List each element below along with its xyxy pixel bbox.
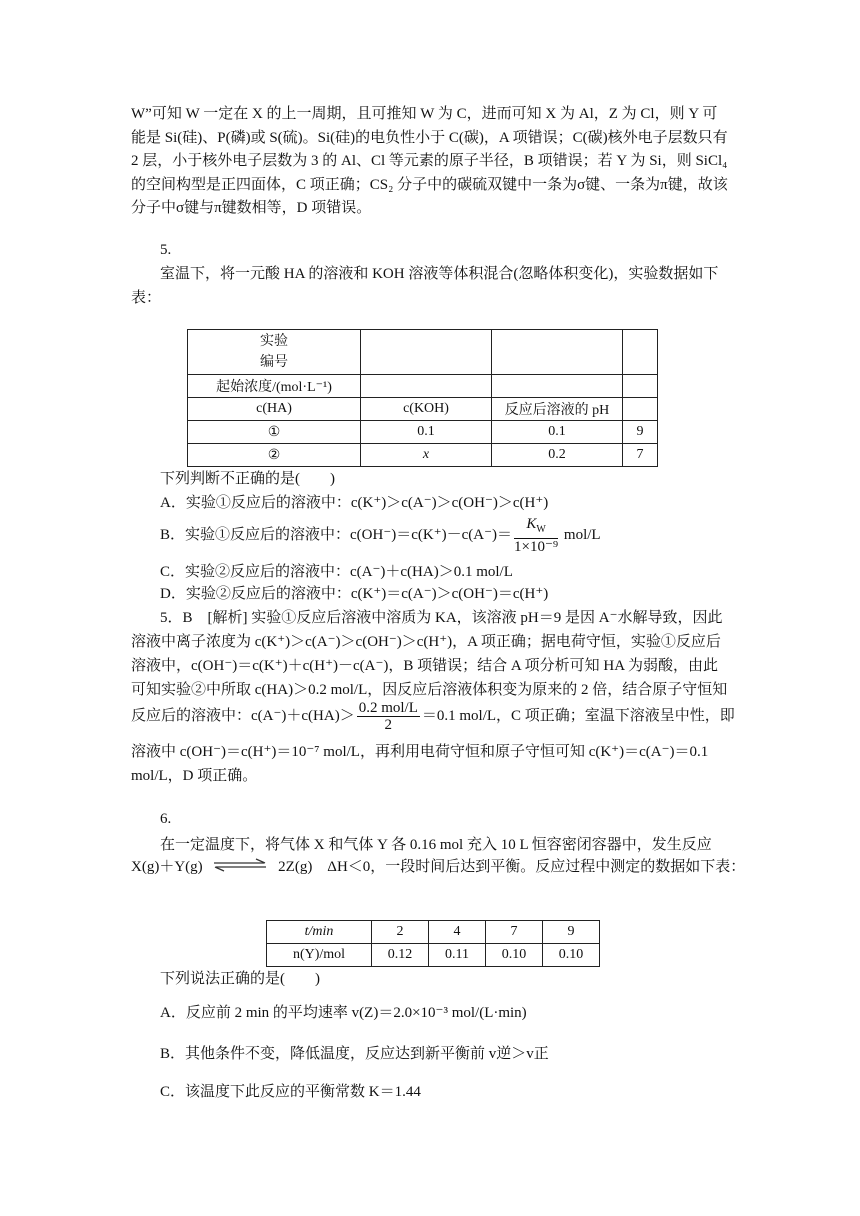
text-line: W”可知 W 一定在 X 的上一周期，且可推知 W 为 C，进而可知 X 为 Al，Z 为 Cl，则 Y 可 bbox=[131, 106, 718, 122]
text-line: 2 层，小于核外电子层数为 3 的 Al、Cl 等元素的原子半径，B 项错误；若 Y 为 Si，则 SiCl₄ bbox=[131, 153, 728, 169]
question-5-number: 5. bbox=[160, 242, 172, 258]
experiment-table bbox=[187, 329, 658, 467]
table-cell: 9 bbox=[543, 921, 600, 944]
answer-text: 反应后的溶液中：c(A⁻)＋c(HA)＞ bbox=[131, 708, 355, 724]
table-cell: 0.2 bbox=[492, 444, 623, 467]
table-row bbox=[188, 330, 658, 375]
table-cell bbox=[623, 330, 658, 375]
header-text: 编号 bbox=[260, 355, 288, 370]
option-a: A．实验①反应后的溶液中：c(K⁺)＞c(A⁻)＞c(OH⁻)＞c(H⁺) bbox=[160, 495, 549, 511]
question-5-stem: 室温下，将一元酸 HA 的溶液和 KOH 溶液等体积混合(忽略体积变化)，实验数据如下 bbox=[160, 266, 719, 282]
question-6-prompt: 下列说法正确的是( ) bbox=[160, 971, 320, 987]
kw-k: K bbox=[526, 516, 537, 533]
table-header-cell: t/min bbox=[267, 921, 372, 944]
question-6-stem-cont bbox=[131, 856, 745, 879]
option-c: C．该温度下此反应的平衡常数 K＝1.44 bbox=[160, 1084, 421, 1100]
table-row bbox=[188, 421, 658, 444]
table-row bbox=[188, 444, 658, 467]
table-cell: 0.1 bbox=[361, 421, 492, 444]
reaction-rhs: 2Z(g) ΔH＜0，一段时间后达到平衡。反应过程中测定的数据如下表： bbox=[278, 859, 746, 875]
fraction bbox=[357, 700, 420, 733]
text-line: 的空间构型是正四面体，C 项正确；CS₂ 分子中的碳硫双键中一条为σ键、一条为π键，故该 bbox=[131, 176, 728, 193]
table-cell: 9 bbox=[623, 421, 658, 444]
option-d: D．实验②反应后的溶液中：c(K⁺)＝c(A⁻)＞c(OH⁻)＝c(H⁺) bbox=[160, 586, 549, 602]
fraction-numerator bbox=[514, 516, 558, 539]
answer-line: 溶液中离子浓度为 c(K⁺)＞c(A⁻)＞c(OH⁻)＞c(H⁺)，A 项正确；据电荷守恒，实验①反应后 bbox=[131, 634, 721, 650]
question-5-prompt: 下列判断不正确的是( ) bbox=[160, 471, 335, 487]
fraction-denominator: 1×10⁻⁹ bbox=[514, 539, 559, 556]
table-cell bbox=[361, 330, 492, 375]
answer-text: ＝0.1 mol/L，C 项正确；室温下溶液呈中性，即 bbox=[421, 708, 735, 724]
table-header-cell: c(HA) bbox=[188, 398, 361, 421]
table-cell: 0.10 bbox=[486, 944, 543, 967]
fraction-denominator: 2 bbox=[384, 717, 393, 734]
option-b: B．其他条件不变，降低温度，反应达到新平衡前 v逆＞v正 bbox=[160, 1046, 549, 1062]
data-table bbox=[266, 920, 600, 967]
equilibrium-arrow-icon bbox=[212, 857, 268, 879]
table-cell: 4 bbox=[429, 921, 486, 944]
option-b bbox=[160, 516, 601, 555]
answer-line: 溶液中 c(OH⁻)＝c(H⁺)＝10⁻⁷ mol/L，再利用电荷守恒和原子守恒可知 c(K⁺)＝c(A⁻)＝0.1 bbox=[131, 744, 709, 760]
answer-line: 溶液中，c(OH⁻)＝c(K⁺)＋c(H⁺)－c(A⁻)，B 项错误；结合 A 项分析可知 HA 为弱酸，由此 bbox=[131, 658, 719, 674]
table-header-cell: n(Y)/mol bbox=[267, 944, 372, 967]
table-row bbox=[267, 921, 600, 944]
table-row bbox=[188, 375, 658, 398]
table-cell bbox=[623, 375, 658, 398]
reaction-lhs: X(g)＋Y(g) bbox=[131, 859, 203, 875]
table-header-cell bbox=[188, 330, 361, 375]
table-cell: 0.1 bbox=[492, 421, 623, 444]
table-cell: 0.11 bbox=[429, 944, 486, 967]
option-a: A．反应前 2 min 的平均速率 v(Z)＝2.0×10⁻³ mol/(L·min) bbox=[160, 1005, 527, 1021]
answer-line: 可知实验②中所取 c(HA)＞0.2 mol/L，因反应后溶液体积变为原来的 2 倍，结合原子守恒知 bbox=[131, 682, 728, 698]
table-row bbox=[188, 398, 658, 421]
answer-line: 5．B [解析] 实验①反应后溶液中溶质为 KA，该溶液 pH＝9 是因 A⁻水解导致，因此 bbox=[160, 610, 723, 626]
question-5-stem-cont: 表： bbox=[131, 290, 162, 306]
table-cell: 2 bbox=[372, 921, 429, 944]
fraction-numerator: 0.2 mol/L bbox=[358, 700, 418, 717]
table-cell: 7 bbox=[486, 921, 543, 944]
kw-sub: W bbox=[536, 524, 546, 536]
table-cell: ② bbox=[188, 444, 361, 467]
fraction bbox=[514, 516, 558, 555]
table-cell bbox=[492, 375, 623, 398]
table-cell bbox=[623, 398, 658, 421]
table-header-cell: 起始浓度/(mol·L⁻¹) bbox=[188, 375, 361, 398]
table-cell: 0.12 bbox=[372, 944, 429, 967]
table-row bbox=[267, 944, 600, 967]
table-cell: 0.10 bbox=[543, 944, 600, 967]
question-6-number: 6. bbox=[160, 811, 172, 827]
option-c: C．实验②反应后的溶液中：c(A⁻)＋c(HA)＞0.1 mol/L bbox=[160, 564, 513, 580]
table-cell: ① bbox=[188, 421, 361, 444]
header-text: 实验 bbox=[260, 334, 288, 349]
table-cell: x bbox=[361, 444, 492, 467]
text-line: 能是 Si(硅)、P(磷)或 S(硫)。Si(硅)的电负性小于 C(碳)，A 项错误；C(碳)核外电子层数只有 bbox=[131, 129, 728, 146]
table-cell: 7 bbox=[623, 444, 658, 467]
question-6-stem: 在一定温度下，将气体 X 和气体 Y 各 0.16 mol 充入 10 L 恒容密闭容器中，发生反应 bbox=[160, 837, 712, 853]
prev-explanation bbox=[131, 103, 731, 221]
option-b-text: B．实验①反应后的溶液中：c(OH⁻)＝c(K⁺)－c(A⁻)＝ bbox=[160, 527, 513, 543]
answer-line bbox=[131, 697, 735, 735]
table-header-cell: c(KOH) bbox=[361, 398, 492, 421]
answer-line: mol/L，D 项正确。 bbox=[131, 768, 258, 784]
text-line: 分子中σ键与π键数相等，D 项错误。 bbox=[131, 200, 372, 216]
table-cell bbox=[492, 330, 623, 375]
table-cell bbox=[361, 375, 492, 398]
option-b-unit: mol/L bbox=[563, 527, 601, 543]
table-header-cell: 反应后溶液的 pH bbox=[492, 398, 623, 421]
